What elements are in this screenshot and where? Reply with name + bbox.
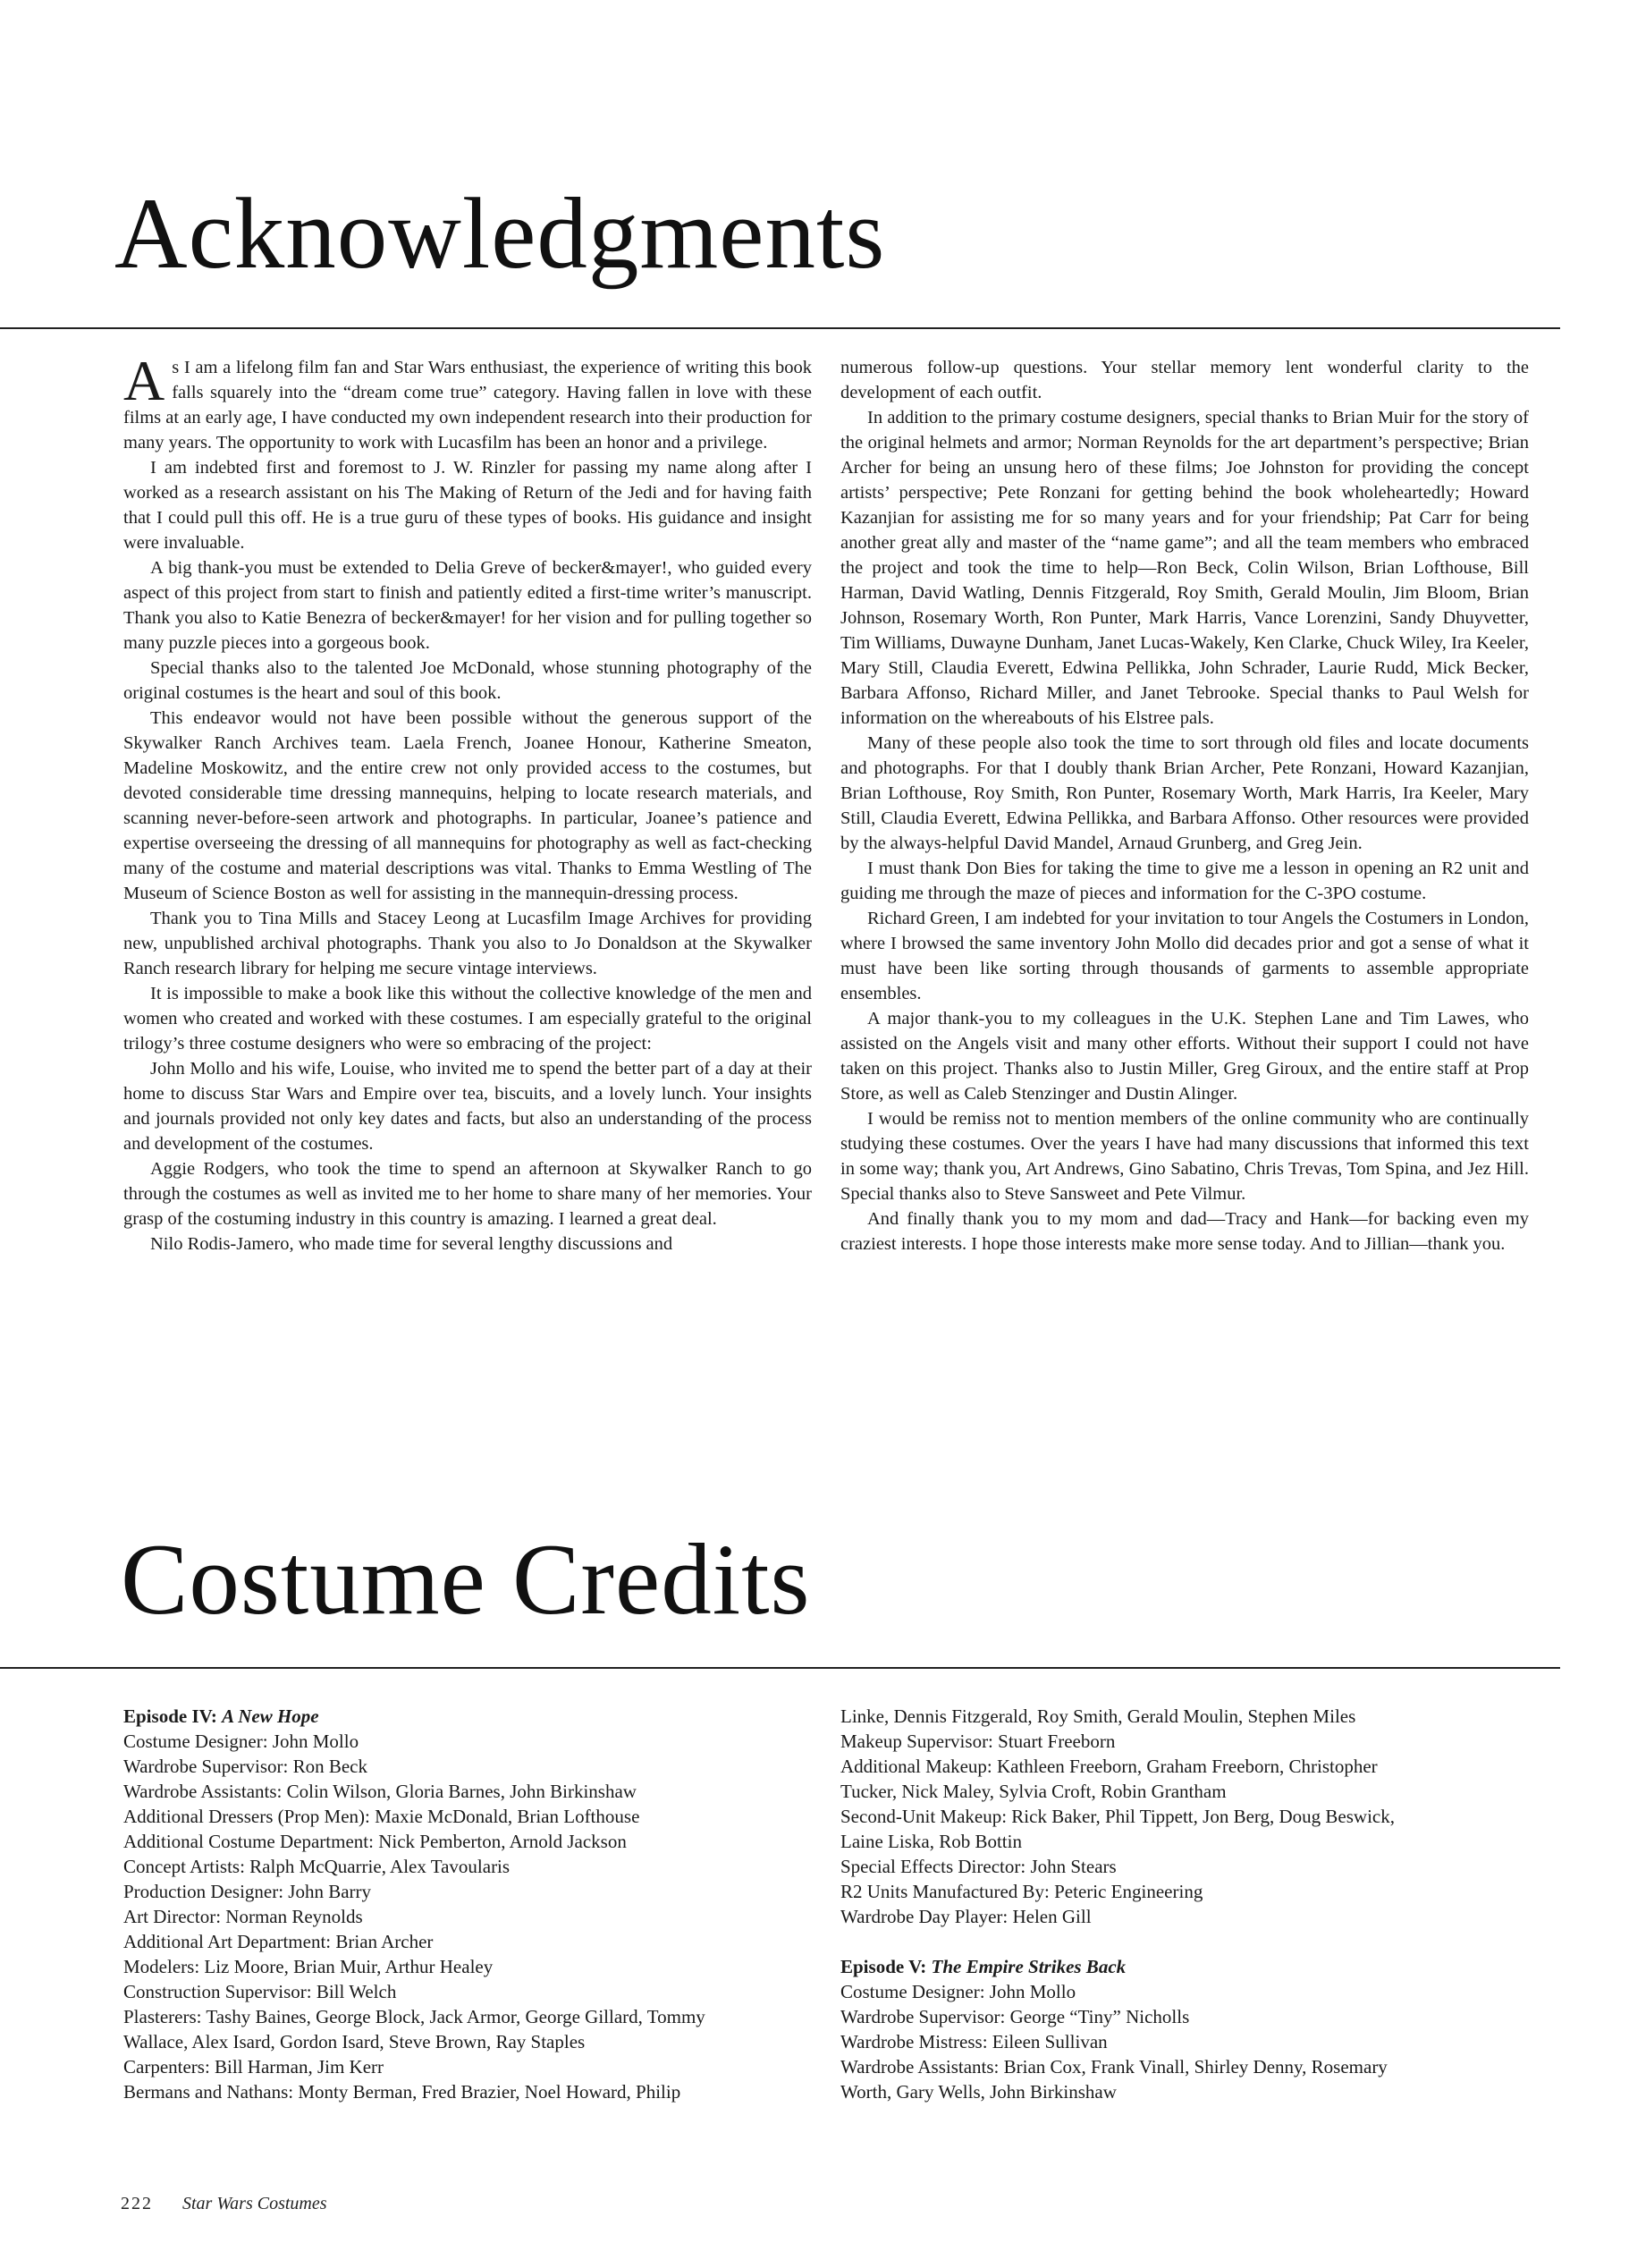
- credit-line: Tucker, Nick Maley, Sylvia Croft, Robin Grantham: [840, 1781, 1227, 1802]
- credit-line: Wardrobe Assistants: Colin Wilson, Gloria Barnes, John Birkinshaw: [123, 1781, 637, 1802]
- dropcap: A: [123, 349, 165, 412]
- spacer: [840, 1929, 1538, 1954]
- credit-line: Additional Art Department: Brian Archer: [123, 1931, 434, 1952]
- credit-line: Concept Artists: Ralph McQuarrie, Alex Tavoularis: [123, 1856, 511, 1877]
- credit-line: R2 Units Manufactured By: Peteric Engineering: [840, 1881, 1203, 1902]
- ack-left-paragraph: I am indebted first and foremost to J. W. Rinzler for passing my name along after I worked as a research assistant on his The Making of Return of the Jedi and for having faith that I could pull this off. He is a true guru of these types of books. His guidance and insight were invaluable.: [123, 458, 812, 553]
- credit-line: Wardrobe Supervisor: Ron Beck: [123, 1756, 367, 1777]
- credit-line: Second-Unit Makeup: Rick Baker, Phil Tippett, Jon Berg, Doug Beswick,: [840, 1806, 1395, 1827]
- ack-right-paragraph: In addition to the primary costume designers, special thanks to Brian Muir for the story of the original helmets and armor; Norman Reynolds for the art department’s perspective; Brian Archer for being an unsung hero of these films; Joe Johnston for providing the concept artists’ perspective; Pete Ronzani for getting behind the book wholeheartedly; Howard Kazanjian for assisting me for so many years and for your friendship; Pat Carr for being another great ally and master of the “name game”; and all the team members who embraced the project and took the time to help—Ron Beck, Colin Wilson, Brian Lofthouse, Bill Harman, David Watling, Dennis Fitzgerald, Roy Smith, Gerald Moulin, Jim Bloom, Brian Johnson, Rosemary Worth, Ron Punter, Mark Harris, Vance Lorenzini, Sandy Dhuyvetter, Tim Williams, Duwayne Dunham, Janet Lucas-Wakely, Ken Clarke, Chuck Wiley, Ira Keeler, Mary Still, Claudia Everett, Edwina Pellikka, John Schrader, Laurie Rudd, Mick Becker, Barbara Affonso, Richard Miller, and Janet Tebrooke. Special thanks to Paul Welsh for information on the whereabouts of his Elstree pals.: [840, 408, 1529, 728]
- ack-right-paragraph: Many of these people also took the time to sort through old files and locate documents and photographs. For that I doubly thank Brian Archer, Pete Ronzani, Howard Kazanjian, Brian Lofthouse, Roy Smith, Ron Punter, Rosemary Worth, Mark Harris, Ira Keeler, Mary Still, Claudia Everett, Edwina Pellikka, and Barbara Affonso. Other resources were provided by the always-helpful David Mandel, Arnaud Grunberg, and Greg Jein.: [840, 733, 1529, 853]
- credit-line: Carpenters: Bill Harman, Jim Kerr: [123, 2056, 384, 2078]
- credit-line: Modelers: Liz Moore, Brian Muir, Arthur Healey: [123, 1956, 494, 1977]
- ack-left-paragraph: John Mollo and his wife, Louise, who invited me to spend the better part of a day at their home to discuss Star Wars and Empire over tea, biscuits, and a lovely lunch. Your insights and journals provided not only key dates and facts, but also an understanding of the process and development of the costumes.: [123, 1059, 812, 1154]
- credit-line: Additional Makeup: Kathleen Freeborn, Graham Freeborn, Christopher: [840, 1756, 1378, 1777]
- ack-left-paragraph: This endeavor would not have been possible without the generous support of the Skywalker Ranch Archives team. Laela French, Joanee Honour, Katherine Smeaton, Madeline Moskowitz, and the entire crew not only provided access to the costumes, but devoted considerable time dressing mannequins, helping to locate research materials, and scanning never-before-seen artwork and photographs. In particular, Joanee’s patience and expertise overseeing the dressing of all mannequins for photography as well as fact-checking many of the costume and material descriptions was vital. Thanks to Emma Westling of The Museum of Science Boston as well for assisting in the mannequin-dressing process.: [123, 708, 812, 903]
- credit-line: Laine Liska, Rob Bottin: [840, 1831, 1022, 1852]
- acknowledgments-rule: [0, 327, 1560, 329]
- ack-left-paragraph: Thank you to Tina Mills and Stacey Leong at Lucasfilm Image Archives for providing new, unpublished archival photographs. Thank you also to Jo Donaldson at the Skywalker Ranch research library for helping me secure vintage interviews.: [123, 909, 812, 978]
- ack-first-paragraph-text: s I am a lifelong film fan and Star Wars enthusiast, the experience of writing this book falls squarely into the “dream come true” category. Having fallen in love with these films at an early age, I have conducted my own independent research into their production for many years. The opportunity to work with Lucasfilm has been an honor and a privilege.: [123, 358, 812, 453]
- book-title: Star Wars Costumes: [182, 2194, 327, 2213]
- credit-line: Bermans and Nathans: Monty Berman, Fred Brazier, Noel Howard, Philip: [123, 2081, 681, 2103]
- episode-heading: [123, 1704, 821, 1729]
- credit-line: Art Director: Norman Reynolds: [123, 1906, 363, 1927]
- credit-line: Construction Supervisor: Bill Welch: [123, 1981, 397, 2002]
- episode-title: A New Hope: [222, 1705, 319, 1727]
- credit-line: Wardrobe Supervisor: George “Tiny” Nicholls: [840, 2006, 1190, 2027]
- credits-right-column: [840, 1704, 1538, 2104]
- page-footer: [121, 2194, 327, 2214]
- acknowledgments-left-column: [123, 349, 812, 1257]
- ack-first-paragraph: [123, 349, 812, 455]
- acknowledgments-right-column: [840, 355, 1529, 1257]
- ack-left-paragraph: A big thank-you must be extended to Delia Greve of becker&mayer!, who guided every aspect of this project from start to finish and patiently edited a first-time writer’s manuscript. Thank you also to Katie Benezra of becker&mayer! for her vision and for pulling together so many puzzle pieces into a gorgeous book.: [123, 558, 812, 653]
- page-number: 222: [121, 2194, 153, 2213]
- credits-left-column: [123, 1704, 821, 2104]
- episode-heading: [840, 1954, 1538, 1979]
- ack-right-paragraph: A major thank-you to my colleagues in the U.K. Stephen Lane and Tim Lawes, who assisted on the Angels visit and many other efforts. Without their support I could not have taken on this project. Thanks also to Justin Miller, Greg Giroux, and the entire staff at Prop Store, as well as Caleb Stenzinger and Dustin Alinger.: [840, 1009, 1529, 1104]
- ack-right-paragraph: I would be remiss not to mention members of the online community who are continually studying these costumes. Over the years I have had many discussions that informed this text in some way; thank you, Art Andrews, Gino Sabatino, Chris Trevas, Tom Spina, and Jez Hill. Special thanks also to Steve Sansweet and Pete Vilmur.: [840, 1109, 1529, 1204]
- ack-left-paragraph: Aggie Rodgers, who took the time to spend an afternoon at Skywalker Ranch to go through the costumes as well as invited me to her home to share many of her memories. Your grasp of the costuming industry in this country is amazing. I learned a great deal.: [123, 1159, 812, 1229]
- credit-line: Production Designer: John Barry: [123, 1881, 372, 1902]
- episode-label: Episode V:: [840, 1956, 927, 1977]
- acknowledgments-title: Acknowledgments: [114, 178, 886, 290]
- credit-line: Linke, Dennis Fitzgerald, Roy Smith, Gerald Moulin, Stephen Miles: [840, 1705, 1356, 1727]
- costume-credits-rule: [0, 1667, 1560, 1669]
- ack-right-paragraph: Richard Green, I am indebted for your invitation to tour Angels the Costumers in London, where I browsed the same inventory John Mollo did decades prior and got a sense of what it must have been like sorting through thousands of garments to assemble appropriate ensembles.: [840, 909, 1529, 1003]
- credit-line: Costume Designer: John Mollo: [123, 1731, 359, 1752]
- credit-line: Wardrobe Day Player: Helen Gill: [840, 1906, 1092, 1927]
- credit-line: Wardrobe Mistress: Eileen Sullivan: [840, 2031, 1108, 2052]
- episode-label: Episode IV:: [123, 1705, 217, 1727]
- costume-credits-title: Costume Credits: [121, 1524, 811, 1636]
- credit-line: Plasterers: Tashy Baines, George Block, Jack Armor, George Gillard, Tommy: [123, 2006, 705, 2027]
- ack-right-first-paragraph: numerous follow-up questions. Your stellar memory lent wonderful clarity to the development of each outfit.: [840, 358, 1529, 402]
- credit-line: Worth, Gary Wells, John Birkinshaw: [840, 2081, 1117, 2103]
- episode-title: The Empire Strikes Back: [931, 1956, 1127, 1977]
- credit-line: Makeup Supervisor: Stuart Freeborn: [840, 1731, 1116, 1752]
- credit-line: Additional Dressers (Prop Men): Maxie McDonald, Brian Lofthouse: [123, 1806, 640, 1827]
- ack-right-paragraph: And finally thank you to my mom and dad—Tracy and Hank—for backing even my craziest interests. I hope those interests make more sense today. And to Jillian—thank you.: [840, 1209, 1529, 1254]
- ack-left-paragraph: Nilo Rodis-Jamero, who made time for several lengthy discussions and: [150, 1234, 673, 1254]
- credit-line: Additional Costume Department: Nick Pemberton, Arnold Jackson: [123, 1831, 627, 1852]
- credit-line: Special Effects Director: John Stears: [840, 1856, 1117, 1877]
- ack-right-paragraph: I must thank Don Bies for taking the time to give me a lesson in opening an R2 unit and guiding me through the maze of pieces and information for the C-3PO costume.: [840, 859, 1529, 903]
- ack-left-paragraph: Special thanks also to the talented Joe McDonald, whose stunning photography of the original costumes is the heart and soul of this book.: [123, 658, 812, 703]
- credit-line: Wardrobe Assistants: Brian Cox, Frank Vinall, Shirley Denny, Rosemary: [840, 2056, 1388, 2078]
- credit-line: Costume Designer: John Mollo: [840, 1981, 1076, 2002]
- ack-left-paragraph: It is impossible to make a book like this without the collective knowledge of the men and women who created and worked with these costumes. I am especially grateful to the original trilogy’s three costume designers who were so embracing of the project:: [123, 984, 812, 1054]
- credit-line: Wallace, Alex Isard, Gordon Isard, Steve Brown, Ray Staples: [123, 2031, 586, 2052]
